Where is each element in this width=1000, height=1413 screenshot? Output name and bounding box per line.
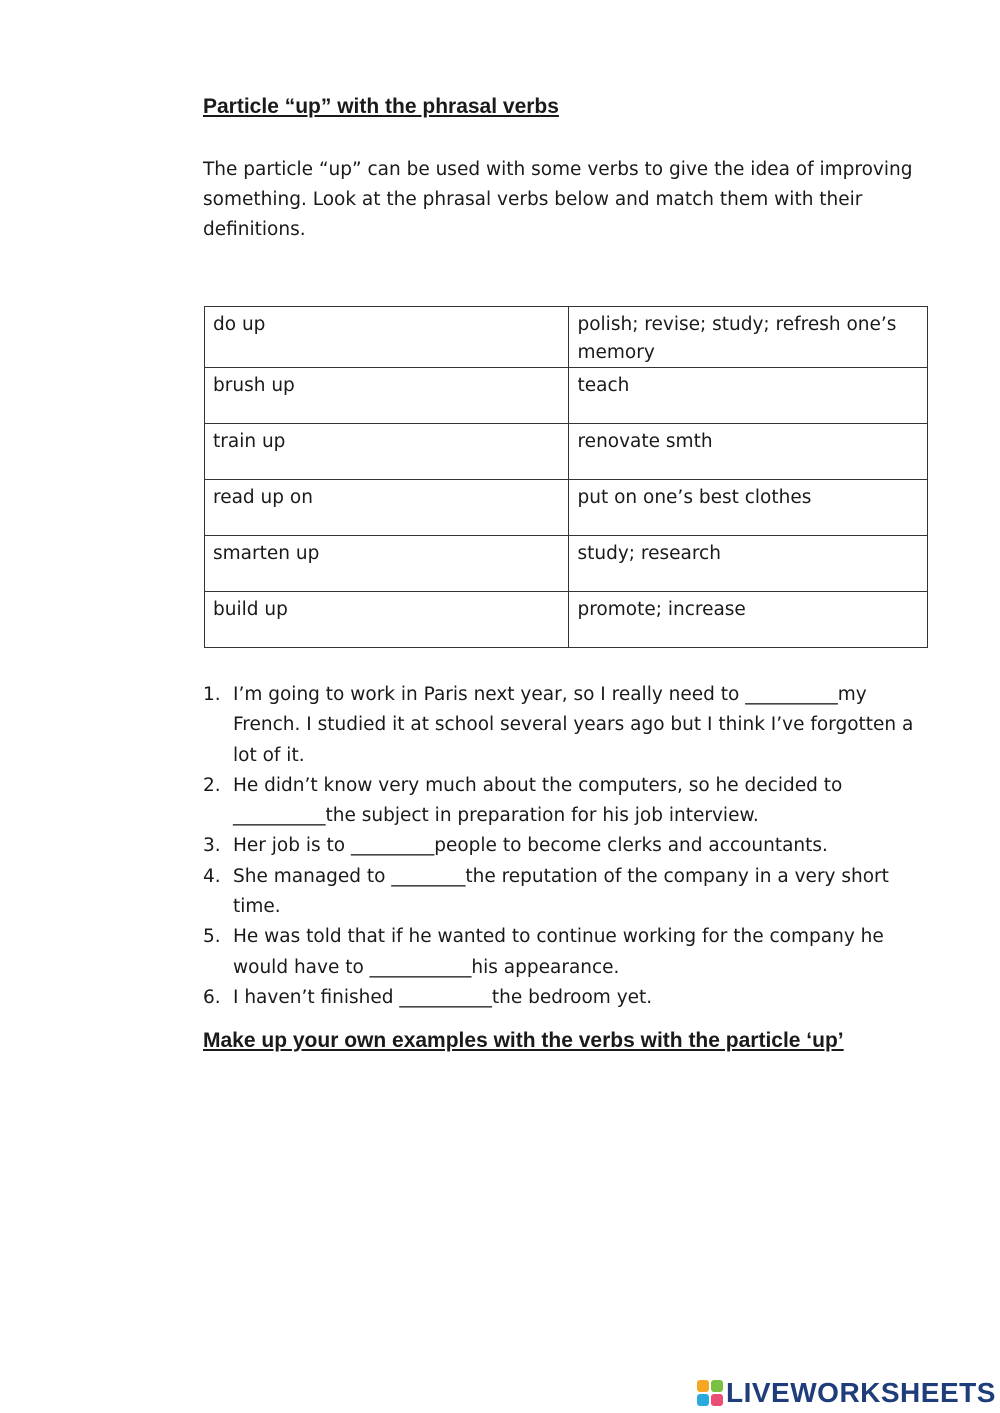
definition-cell: promote; increase	[569, 592, 928, 648]
table-row	[205, 368, 928, 424]
logo-square	[697, 1394, 709, 1406]
definition-cell: put on one’s best clothes	[569, 480, 928, 536]
brand-name: LIVEWORKSHEETS	[726, 1377, 996, 1408]
logo-square	[711, 1394, 723, 1406]
exercise-number: 1.	[203, 684, 221, 705]
logo-square	[697, 1380, 709, 1392]
phrasal-verb-cell: build up	[205, 592, 569, 648]
exercise-number: 3.	[203, 835, 221, 857]
exercise-item	[203, 862, 933, 923]
exercise-sentence: I’m going to work in Paris next year, so I really need to __________my French. I studied it at school several years ago but I think I’ve forgotten a lot of it.	[233, 684, 914, 766]
phrasal-verb-cell: train up	[205, 424, 569, 480]
exercise-number: 5.	[203, 926, 221, 948]
exercise-sentence: He was told that if he wanted to continue working for the company he would have to ___________his appearance.	[233, 926, 884, 978]
exercise-number: 6.	[203, 986, 221, 1008]
exercise-item	[203, 680, 933, 771]
exercise-item	[203, 771, 933, 832]
exercise-number: 4.	[203, 865, 221, 887]
exercise-sentence: He didn’t know very much about the computers, so he decided to __________the subject in preparation for his job interview.	[233, 774, 843, 827]
table-row	[205, 536, 928, 592]
instructions-text: The particle “up” can be used with some verbs to give the idea of improving something. Look at the phrasal verbs below and match them with their definitions.	[203, 159, 913, 240]
table-row	[205, 480, 928, 536]
exercise-sentence: She managed to ________the reputation of the company in a very short time.	[233, 865, 889, 918]
definition-cell: renovate smth	[569, 424, 928, 480]
exercise-item	[203, 983, 933, 1013]
phrasal-verb-cell: smarten up	[205, 536, 569, 592]
exercise-number: 2.	[203, 774, 221, 796]
table-row	[205, 592, 928, 648]
worksheet-title: Particle “up” with the phrasal verbs	[203, 95, 559, 118]
definition-cell: study; research	[569, 536, 928, 592]
phrasal-verb-cell: do up	[205, 307, 569, 368]
table-row	[205, 424, 928, 480]
table-row	[205, 307, 928, 368]
exercise-item	[203, 831, 933, 861]
phrasal-verb-cell: read up on	[205, 480, 569, 536]
liveworksheets-brand	[697, 1378, 996, 1408]
logo-square	[711, 1380, 723, 1392]
exercise-sentence: I haven’t finished __________the bedroom yet.	[233, 986, 653, 1008]
phrasal-verb-cell: brush up	[205, 368, 569, 424]
liveworksheets-logo-icon	[697, 1380, 723, 1406]
definition-cell: teach	[569, 368, 928, 424]
exercise-list	[203, 680, 933, 1013]
matching-table	[204, 306, 928, 648]
exercise-item	[203, 922, 933, 983]
examples-heading: Make up your own examples with the verbs with the particle ‘up’	[203, 1029, 844, 1052]
exercise-sentence: Her job is to _________people to become clerks and accountants.	[233, 835, 828, 857]
definition-cell: polish; revise; study; refresh one’s memory	[569, 307, 928, 368]
